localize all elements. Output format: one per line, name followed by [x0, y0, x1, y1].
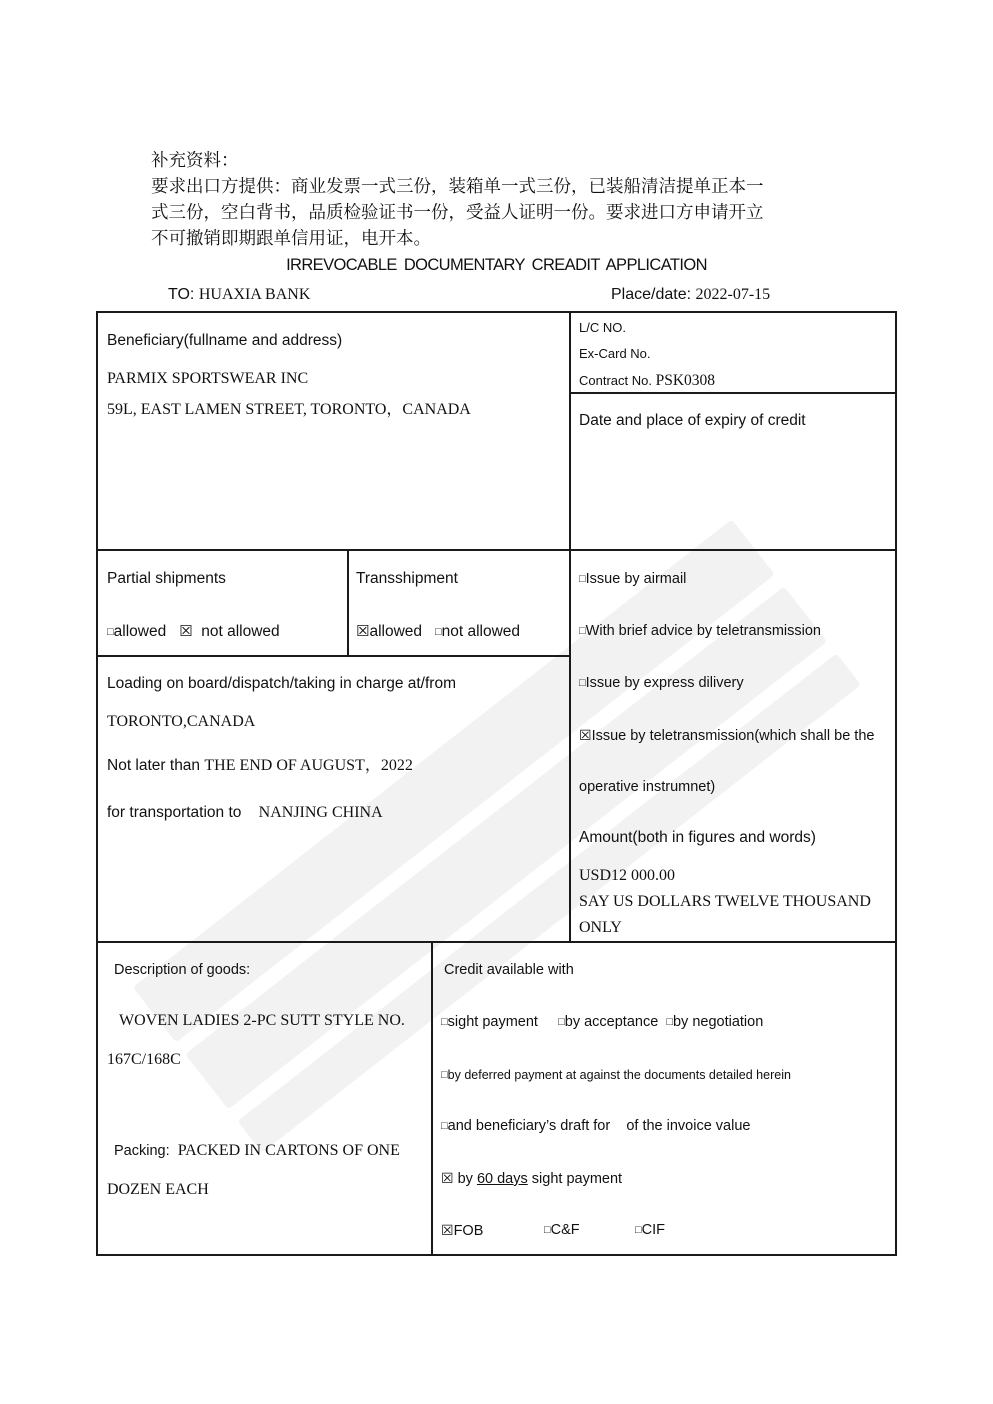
sight-payment-label: sight payment [447, 1014, 538, 1030]
lc-no-label: L/C NO. [579, 320, 626, 335]
place-date-label: Place/date: [611, 286, 692, 303]
cif-label: CIF [641, 1222, 666, 1238]
issue-teletransmission-option [579, 727, 874, 744]
issue-airmail-option [579, 571, 686, 587]
partial-allowed-checkbox[interactable]: □ [107, 626, 114, 638]
partial-allowed-label: allowed [113, 623, 167, 640]
deferred-option [441, 1068, 791, 1082]
divider-row-3 [98, 941, 897, 943]
packing-line-2: DOZEN EACH [107, 1181, 209, 1198]
days-sight-option [441, 1170, 622, 1187]
fob-label: FOB [453, 1223, 484, 1239]
intro-line-4: 不可撤销即期跟单信用证，电开本。 [151, 228, 431, 248]
issue-brief-label: With brief advice by teletransmission [585, 623, 821, 639]
goods-line-2: 167C/168C [107, 1051, 181, 1068]
transship-allowed-label: allowed [369, 623, 423, 640]
beneficiary-label: Beneficiary(fullname and address) [107, 332, 343, 349]
beneficiary-name: PARMIX SPORTSWEAR INC [107, 370, 309, 387]
contract-no-label [579, 372, 715, 390]
draft-label-b: of the invoice value [626, 1118, 751, 1134]
divider-loading [98, 655, 571, 657]
issue-express-option [579, 675, 744, 691]
transship-not-allowed-label: not allowed [441, 623, 521, 640]
divider-goods [431, 943, 433, 1256]
issue-tele-checkbox[interactable]: ☒ [579, 727, 592, 743]
amount-figures: USD12 000.00 [579, 867, 676, 884]
transport-label: for transportation to [107, 804, 242, 821]
to-line [168, 286, 310, 304]
amount-words-line-2: ONLY [579, 919, 622, 936]
draft-checkbox[interactable]: □ [441, 1120, 448, 1132]
issue-express-label: Issue by express dilivery [585, 675, 744, 691]
packing-value: PACKED IN CARTONS OF ONE [177, 1142, 400, 1159]
contract-no-value: PSK0308 [655, 372, 716, 389]
transshipment-label: Transshipment [356, 570, 458, 587]
amount-label: Amount(both in figures and words) [579, 829, 816, 846]
term-cif [635, 1222, 665, 1238]
cf-label: C&F [550, 1222, 580, 1238]
application-form [96, 311, 897, 1256]
packing-line [114, 1142, 400, 1160]
issue-tele-line-2: operative instrumnet) [579, 779, 716, 795]
issue-brief-checkbox[interactable]: □ [579, 625, 586, 637]
goods-label: Description of goods: [114, 962, 251, 978]
supplementary-info [151, 147, 851, 251]
document-title: IRREVOCABLE DOCUMENTARY CREADIT APPLICATION [286, 256, 707, 274]
divider-shipments [347, 551, 349, 655]
partial-not-allowed-checkbox[interactable]: ☒ [179, 623, 193, 640]
transshipment-options [356, 622, 520, 641]
transportation-to [107, 804, 383, 822]
cf-checkbox[interactable]: □ [544, 1224, 551, 1236]
issue-express-checkbox[interactable]: □ [579, 677, 586, 689]
beneficiary-address: 59L, EAST LAMEN STREET, TORONTO，CANADA [107, 401, 471, 418]
amount-words-line-1: SAY US DOLLARS TWELVE THOUSAND [579, 893, 871, 910]
deferred-checkbox[interactable]: □ [441, 1069, 448, 1081]
transport-value: NANJING CHINA [258, 804, 383, 821]
loading-place: TORONTO,CANADA [107, 713, 256, 730]
credit-available-label: Credit available with [444, 962, 574, 978]
draft-label-a: and beneficiary’s draft for [447, 1118, 611, 1134]
place-date-line [611, 286, 770, 304]
days-by-label: by [457, 1171, 473, 1187]
draft-option [441, 1118, 750, 1134]
term-fob [441, 1222, 483, 1239]
days-value: 60 days [476, 1171, 528, 1187]
contract-no-text: Contract No. [579, 373, 652, 388]
place-date-value: 2022-07-15 [695, 286, 771, 303]
sight-payment-checkbox[interactable]: □ [441, 1016, 448, 1028]
credit-payment-options [441, 1014, 763, 1030]
not-later-than [107, 752, 413, 775]
acceptance-checkbox[interactable]: □ [558, 1016, 565, 1028]
partial-shipments-label: Partial shipments [107, 570, 226, 587]
fob-checkbox[interactable]: ☒ [441, 1222, 454, 1238]
not-later-label: Not later than [107, 757, 201, 774]
days-sight-checkbox[interactable]: ☒ [441, 1170, 454, 1186]
expiry-label: Date and place of expiry of credit [579, 412, 806, 429]
to-label: TO: [168, 286, 195, 303]
divider-main-vertical [569, 313, 571, 941]
issue-brief-option [579, 623, 821, 639]
intro-line-2: 要求出口方提供：商业发票一式三份，装箱单一式三份，已装船清洁提单正本一 [151, 176, 764, 196]
issue-airmail-checkbox[interactable]: □ [579, 573, 586, 585]
divider-row-2 [98, 549, 897, 551]
not-later-value: THE END OF AUGUST，2022 [204, 757, 413, 774]
transship-not-allowed-checkbox[interactable]: □ [434, 626, 442, 638]
partial-not-allowed-label: not allowed [201, 623, 280, 640]
negotiation-checkbox[interactable]: □ [666, 1016, 673, 1028]
to-value: HUAXIA BANK [198, 286, 311, 303]
divider-lc-expiry [571, 392, 897, 394]
days-sight-label: sight payment [531, 1171, 623, 1187]
term-cf [544, 1222, 580, 1238]
intro-line-1: 补充资料： [151, 150, 239, 170]
deferred-label: by deferred payment at against the documents detailed herein [447, 1068, 791, 1082]
goods-line-1: WOVEN LADIES 2-PC SUTT STYLE NO. [119, 1012, 405, 1029]
intro-line-3: 式三份，空白背书，品质检验证书一份，受益人证明一份。要求进口方申请开立 [151, 202, 764, 222]
transship-allowed-checkbox[interactable]: ☒ [356, 623, 370, 640]
loading-label: Loading on board/dispatch/taking in charge at/from [107, 675, 456, 692]
packing-label: Packing: [114, 1143, 170, 1159]
negotiation-label: by negotiation [672, 1014, 764, 1030]
cif-checkbox[interactable]: □ [635, 1224, 642, 1236]
acceptance-label: by acceptance [564, 1014, 659, 1030]
excard-no-label: Ex-Card No. [579, 346, 651, 361]
issue-tele-label: Issue by teletransmission(which shall be the [591, 728, 875, 744]
partial-shipments-options [107, 622, 280, 641]
issue-airmail-label: Issue by airmail [585, 571, 687, 587]
